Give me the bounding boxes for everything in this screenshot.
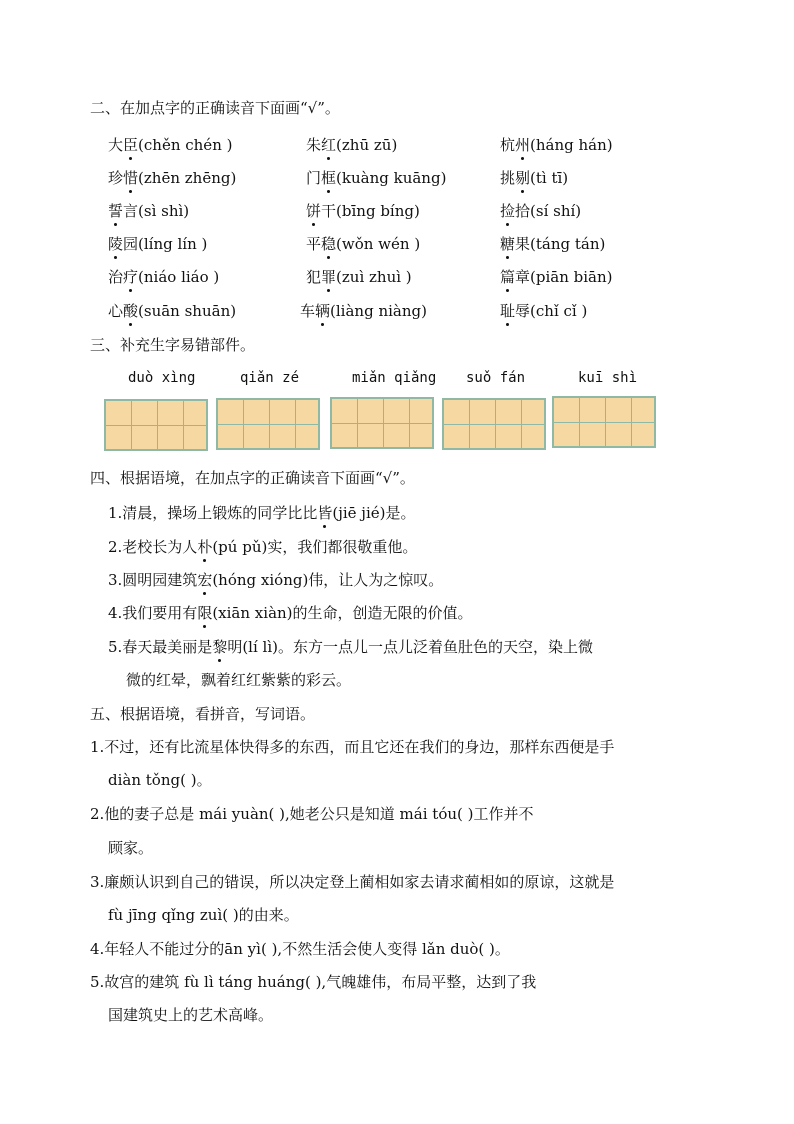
word-suffix: 果 [515, 235, 531, 253]
reading-item [108, 267, 219, 287]
reading-item [500, 135, 613, 155]
reading-item [300, 301, 427, 321]
reading-item [500, 301, 587, 321]
dotted-character: 臣 [123, 136, 139, 154]
dotted-character: 辆 [315, 302, 331, 320]
pinyin-label: qiǎn zé [240, 370, 300, 386]
pinyin-options: (zhū zū) [336, 136, 398, 154]
dotted-character: 州 [515, 136, 531, 154]
pinyin-options: (liàng niàng) [330, 302, 427, 320]
sentence-start: 3.圆明园建筑 [108, 571, 198, 589]
word-prefix: 车 [300, 302, 316, 320]
pinyin-options: (chǐ cǐ ) [530, 302, 588, 320]
reading-item [108, 168, 236, 188]
word-suffix: 章 [515, 268, 531, 286]
section-5-title: 五、根据语境，看拼音，写词语。 [90, 705, 316, 723]
reading-item [500, 168, 568, 188]
word-prefix: 大 [108, 136, 124, 154]
fill-in-line: 国建筑史上的艺术高峰。 [108, 1006, 274, 1024]
writing-grid[interactable] [216, 398, 320, 450]
pinyin-options: (wǒn wén ) [336, 235, 421, 253]
grid-midline [554, 422, 654, 423]
fill-in-line: 3.廉颇认识到自己的错误，所以决定登上蔺相如家去请求蔺相如的原谅，这就是 [90, 873, 615, 891]
fill-in-line: diàn tǒng( )。 [108, 771, 212, 789]
pinyin-options: (niáo liáo ) [138, 268, 220, 286]
dotted-character: 篇 [500, 268, 516, 286]
dotted-character: 朴 [197, 538, 213, 556]
context-item [108, 503, 415, 523]
section-4-item-5-continuation: 微的红晕，飘着红红紫紫的彩云。 [126, 671, 352, 689]
sentence-start: 5.春天最美丽是 [108, 638, 213, 656]
writing-grid[interactable] [104, 399, 208, 451]
dotted-character: 糖 [500, 235, 516, 253]
writing-grid[interactable] [330, 397, 434, 449]
word-suffix: 言 [123, 202, 139, 220]
pinyin-options: (kuàng kuāng) [336, 169, 447, 187]
pinyin-options: (suān shuān) [138, 302, 237, 320]
word-suffix: 园 [123, 235, 139, 253]
dotted-character: 惜 [123, 169, 139, 187]
writing-grid[interactable] [552, 396, 656, 448]
dotted-character: 疗 [123, 268, 139, 286]
sentence-end: (jiē jié)是。 [332, 504, 416, 522]
dotted-character: 陵 [108, 235, 124, 253]
grid-midline [444, 424, 544, 425]
sentence-start: 2.老校长为人 [108, 538, 198, 556]
word-prefix: 珍 [108, 169, 124, 187]
reading-item [500, 201, 581, 221]
fill-in-line: 1.不过，还有比流星体快得多的东西，而且它还在我们的身边，那样东西便是手 [90, 738, 615, 756]
word-prefix: 朱 [306, 136, 322, 154]
reading-item [306, 267, 412, 287]
reading-item [108, 135, 232, 155]
dotted-character: 捡 [500, 202, 516, 220]
dotted-character: 誓 [108, 202, 124, 220]
dotted-character: 罪 [321, 268, 337, 286]
pinyin-options: (tì tī) [530, 169, 569, 187]
reading-item [306, 135, 397, 155]
pinyin-options: (háng hán) [530, 136, 613, 154]
word-prefix: 挑 [500, 169, 516, 187]
context-item [108, 537, 417, 557]
word-prefix: 平 [306, 235, 322, 253]
word-prefix: 犯 [306, 268, 322, 286]
grid-midline [332, 423, 432, 424]
pinyin-options: (sì shì) [138, 202, 190, 220]
reading-item [108, 201, 189, 221]
pinyin-options: (táng tán) [530, 235, 606, 253]
fill-in-line: 5.故宫的建筑 fù lì táng huáng( ),气魄雄伟，布局平整，达到了我 [90, 973, 537, 991]
pinyin-options: (chěn chén ) [138, 136, 233, 154]
reading-item [306, 201, 420, 221]
fill-in-line: 顾家。 [108, 839, 154, 857]
dotted-character: 皆 [317, 504, 333, 522]
dotted-character: 酸 [123, 302, 139, 320]
word-prefix: 心 [108, 302, 124, 320]
word-suffix: 干 [321, 202, 337, 220]
sentence-end: (pú pǔ)实，我们都很敬重他。 [212, 538, 418, 556]
pinyin-label: kuī shì [578, 370, 638, 386]
dotted-character: 限 [197, 604, 213, 622]
writing-grid[interactable] [442, 398, 546, 450]
reading-item [108, 301, 236, 321]
context-item [108, 637, 593, 657]
pinyin-options: (zuì zhuì ) [336, 268, 412, 286]
pinyin-options: (piān biān) [530, 268, 613, 286]
pinyin-options: (zhēn zhēng) [138, 169, 237, 187]
dotted-character: 耻 [500, 302, 516, 320]
pinyin-label: suǒ fán [466, 370, 526, 386]
word-prefix: 门 [306, 169, 322, 187]
reading-item [306, 234, 420, 254]
word-suffix: 辱 [515, 302, 531, 320]
dotted-character: 黎 [212, 638, 228, 656]
word-suffix: 拾 [515, 202, 531, 220]
grid-midline [218, 424, 318, 425]
dotted-character: 稳 [321, 235, 337, 253]
reading-item [500, 234, 605, 254]
sentence-start: 1.清晨，操场上锻炼的同学比比 [108, 504, 318, 522]
context-item [108, 570, 443, 590]
pinyin-options: (sí shí) [530, 202, 582, 220]
grid-midline [106, 425, 206, 426]
dotted-character: 饼 [306, 202, 322, 220]
word-prefix: 杭 [500, 136, 516, 154]
section-2-title: 二、在加点字的正确读音下面画“√”。 [90, 99, 340, 117]
context-item [108, 603, 473, 623]
dotted-character: 框 [321, 169, 337, 187]
pinyin-label: miǎn qiǎng [352, 370, 437, 386]
sentence-end: 明(lí lì)。东方一点儿一点儿泛着鱼肚色的天空，染上微 [227, 638, 593, 656]
sentence-end: (xiān xiàn)的生命，创造无限的价值。 [212, 604, 473, 622]
sentence-start: 4.我们要用有 [108, 604, 198, 622]
pinyin-options: (líng lín ) [138, 235, 208, 253]
pinyin-label: duò xìng [128, 370, 196, 386]
sentence-end: (hóng xióng)伟，让人为之惊叹。 [212, 571, 444, 589]
reading-item [108, 234, 207, 254]
fill-in-line: fù jīng qǐng zuì( )的由来。 [108, 906, 299, 924]
reading-item [500, 267, 613, 287]
dotted-character: 剔 [515, 169, 531, 187]
word-prefix: 治 [108, 268, 124, 286]
section-4-title: 四、根据语境，在加点字的正确读音下面画“√”。 [90, 469, 415, 487]
fill-in-line: 2.他的妻子总是 mái yuàn( ),她老公只是知道 mái tóu( )工作并不 [90, 805, 534, 823]
pinyin-options: (bīng bíng) [336, 202, 420, 220]
fill-in-line: 4.年轻人不能过分的ān yì( ),不然生活会使人变得 lǎn duò( )。 [90, 940, 510, 958]
section-3-title: 三、补充生字易错部件。 [90, 336, 256, 354]
dotted-character: 宏 [197, 571, 213, 589]
dotted-character: 红 [321, 136, 337, 154]
reading-item [306, 168, 446, 188]
